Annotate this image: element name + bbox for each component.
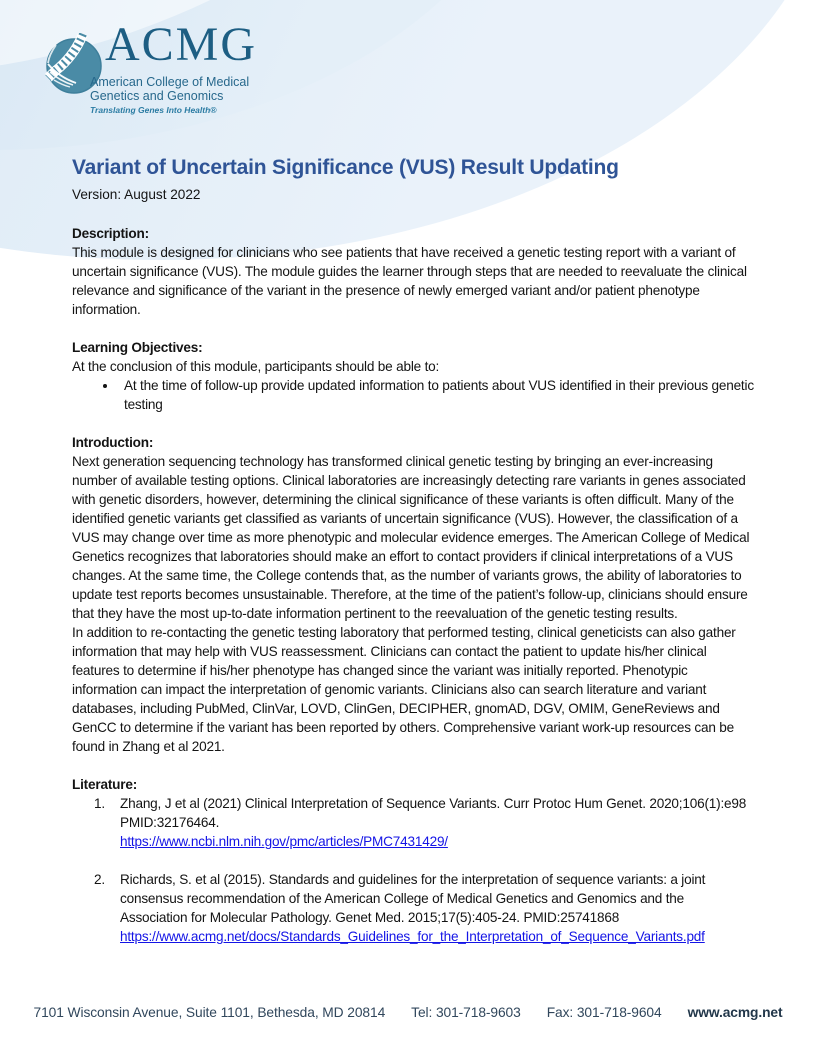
literature-link[interactable]: https://www.ncbi.nlm.nih.gov/pmc/articles/PMC7431429/ (120, 834, 448, 849)
literature-item-number: 2. (94, 872, 105, 887)
literature-item-number: 1. (94, 796, 105, 811)
literature-item-body (120, 870, 754, 946)
learning-objectives-list (72, 376, 754, 414)
literature-link[interactable]: https://www.acmg.net/docs/Standards_Guidelines_for_the_Interpretation_of_Sequence_Variants.pdf (120, 929, 705, 944)
footer-address: 7101 Wisconsin Avenue, Suite 1101, Bethesda, MD 20814 (33, 1005, 386, 1020)
acmg-logo (45, 18, 305, 120)
logo-org-name (90, 76, 249, 103)
literature-citation: Zhang, J et al (2021) Clinical Interpretation of Sequence Variants. Curr Protoc Hum Genet. 2020;106(1):e98 PMID:32176464. (120, 796, 747, 830)
literature-item-1 (72, 794, 754, 851)
footer-tel: Tel: 301-718-9603 (411, 1005, 521, 1020)
literature-item-body (120, 794, 754, 851)
learning-objectives-lead: At the conclusion of this module, participants should be able to: (72, 359, 440, 374)
introduction-heading: Introduction: (72, 435, 154, 450)
logo-org-line2: Genetics and Genomics (90, 88, 224, 103)
footer-fax: Fax: 301-718-9604 (546, 1005, 662, 1020)
list-item: • At the time of follow-up provide updated information to patients about VUS identified in their previous genetic testing (118, 376, 754, 414)
logo-acronym: ACMG (105, 18, 258, 71)
page-footer (0, 1005, 816, 1020)
learning-objectives-heading: Learning Objectives: (72, 340, 203, 355)
footer-website: www.acmg.net (687, 1005, 783, 1020)
logo-org-line1: American College of Medical (90, 75, 250, 89)
description-body: This module is designed for clinicians who see patients that have received a genetic testing report with a variant of uncertain significance (VUS). The module guides the learner through steps that are needed to reevaluate the clinical relevance and significance of the variant in the presence of newly emerged variant and/or patient phenotype information. (72, 245, 747, 317)
literature-citation: Richards, S. et al (2015). Standards and guidelines for the interpretation of sequence variants: a joint consensus recommendation of the American College of Medical Genetics and Genomics and the Association for Molecular Pathology. Genet Med. 2015;17(5):405-24. PMID:25741868 (120, 872, 706, 925)
literature-heading: Literature: (72, 777, 138, 792)
document-content (72, 156, 754, 946)
page-title: Variant of Uncertain Significance (VUS) Result Updating (72, 156, 619, 179)
description-heading: Description: (72, 226, 149, 241)
version-line: Version: August 2022 (72, 187, 201, 202)
literature-item-2 (72, 870, 754, 946)
logo-tagline: Translating Genes Into Health® (90, 105, 217, 115)
introduction-paragraph-1: Next generation sequencing technology has transformed clinical genetic testing by bringing an ever-increasing number of available testing options. Clinical laboratories are increasingly detecting rare variants in genes associated with genetic disorders, however, determining the clinical significance of these variants is often difficult. Many of the identified genetic variants get classified as variants of uncertain significance (VUS). However, the classification of a VUS may change over time as more phenotypic and molecular evidence emerges. The American College of Medical Genetics recognizes that laboratories should make an effort to contact providers if clinical interpretations of a VUS changes. At the same time, the College contends that, as the number of variants grows, the ability of laboratories to update test reports becomes unsustainable. Therefore, at the time of the patient’s follow-up, clinicians should ensure that they have the most up-to-date information pertinent to the reevaluation of the genetic testing results. (72, 454, 750, 621)
introduction-paragraph-2: In addition to re-contacting the genetic testing laboratory that performed testing, clinical geneticists can also gather information that may help with VUS reassessment. Clinicians can contact the patient to update his/her clinical features to determine if his/her phenotype has changed since the variant was initially reported. Phenotypic information can impact the interpretation of genomic variants. Clinicians also can search literature and variant databases, including PubMed, ClinVar, LOVD, ClinGen, DECIPHER, gnomAD, DGV, OMIM, GeneReviews and GenCC to determine if the variant has been reported by others. Comprehensive variant work-up resources can be found in Zhang et al 2021. (72, 625, 736, 754)
